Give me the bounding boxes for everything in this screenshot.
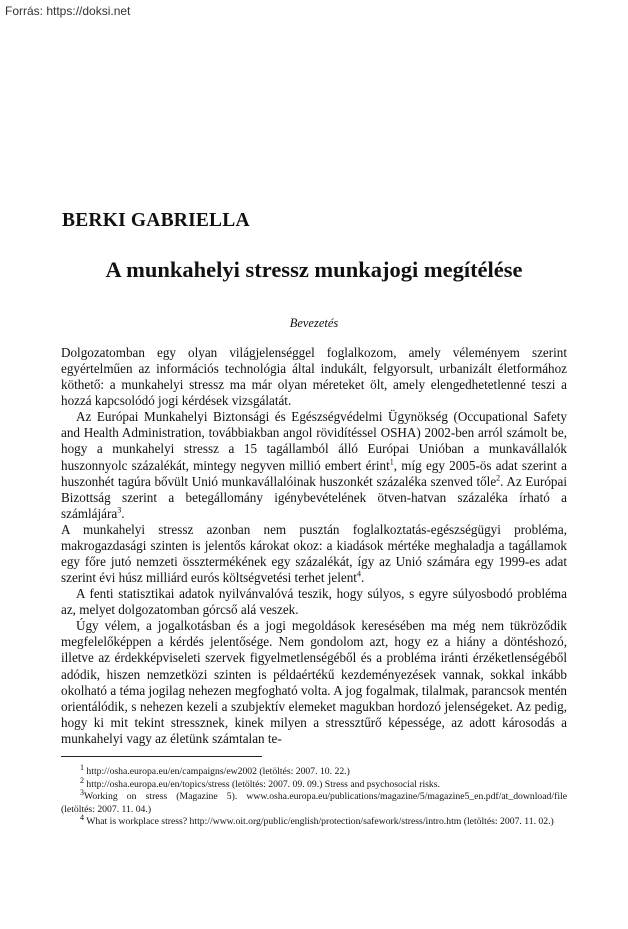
footnote-number: 1 — [80, 762, 84, 772]
page-title: A munkahelyi stressz munkajogi megítélése — [105, 257, 523, 282]
paragraph — [61, 522, 567, 586]
paragraph-text: Az Európai Munkahelyi Biztonsági és Egészségvédelmi Ügynökség (Occupational Safety and Health Administration, továbbiakban angol rövidítéssel OSHA) 2002-ben arról számolt be, hogy a munkahelyi stressz a 15 tagállamból álló Európai Unióban a munkavállalók huszonnyolc százalékát, mintegy negyven millió embert érint — [61, 409, 567, 473]
footnote-text[interactable]: http://osha.europa.eu/en/topics/stress (letöltés: 2007. 09. 09.) Stress and psychosocial risks. — [86, 778, 440, 790]
paragraph — [61, 586, 567, 618]
paragraph-text: . Az Európai Bizottság szerint a betegállomány igénybevételének ötven-hatvan százaléka írható a számlájára — [61, 473, 567, 521]
footnote-ref[interactable]: 3 — [117, 505, 122, 515]
footnote-number: 3 — [80, 787, 84, 797]
paragraph-text: . — [121, 505, 125, 521]
paragraph-text: , míg egy 2005-ös adat szerint a huszonhét tagúra bővült Unió munkavállalóinak huszonkét százaléka szenved tőle — [61, 457, 567, 489]
footnote-ref[interactable]: 1 — [389, 457, 394, 467]
paragraph-text: Úgy vélem, a jogalkotásban és a jogi megoldások keresésében ma még nem tükröződik megfelelőképpen a kérdés jelentősége. Nem gondolom azt, hogy ez a hiány a döntéshozó, illetve az érdekképviseleti szervek figyelmetlenségéből és a probléma iránti érzéketlenségéből adódik, hiszen nemzetközi szinten is példaértékű kezdeményezések vannak, sokkal inkább okolható a téma jogilag nehezen megfogható volta. A jog fogalmak, tilalmak, parancsok mentén orientálódik, s nehezen kezeli a szubjektív elemeket magukban hordozó jelenségeket. Az pedig, hogy ki mit tekint stressznek, kinek milyen a stressztűrő képessége, az adott károsodás a munkahelyi vagy az életünk számtalan te- — [61, 618, 567, 746]
paragraph-text: A munkahelyi stressz azonban nem pusztán foglalkoztatás-egészségügyi probléma, makrogazdasági szinten is jelentős károkat okoz: a kiadások mértéke meghaladja a tagállamok egy főre jutó nemzeti össztermékének egy százalékát, így az Unió számára egy 1999-es adat szerint évi húsz milliárd eurós költségvetési terhet jelent — [61, 521, 567, 586]
footnote-text[interactable]: What is workplace stress? http://www.oit.org/public/english/protection/safework/stress/intro.htm (letöltés: 2007. 11. 02.) — [86, 816, 554, 828]
footnote — [61, 762, 567, 779]
section-heading: Bevezetés — [289, 316, 339, 330]
paragraph — [61, 409, 567, 522]
footnote-number: 4 — [80, 813, 84, 823]
footnote-text[interactable]: Working on stress (Magazine 5). www.osha.europa.eu/publications/magazine/5/magazine5_en.pdf/at_download/file (letöltés: 2007. 11. 04.) — [61, 791, 567, 815]
source-label: Forrás: https://doksi.net — [5, 4, 131, 18]
paragraph — [61, 618, 567, 747]
footnote-number: 2 — [80, 775, 84, 785]
footnote — [61, 775, 567, 792]
paragraph — [61, 345, 567, 409]
footnotes — [61, 762, 567, 829]
paragraph-text: A fenti statisztikai adatok nyilvánvalóvá teszik, hogy súlyos, s egyre súlyosbodó probléma az, melyet dolgozatomban górcső alá veszek. — [61, 586, 567, 618]
author-name: BERKI GABRIELLA — [62, 210, 250, 231]
paragraph-text: . — [360, 570, 365, 586]
footnote — [61, 813, 567, 829]
footnote-text[interactable]: http://osha.europa.eu/en/campaigns/ew2002 (letöltés: 2007. 10. 22.) — [86, 766, 350, 777]
paragraph-text: Dolgozatomban egy olyan világjelenséggel foglalkozom, amely véleményem szerint egyértelműen az információs technológia által indukált, felgyorsult, urbanizált életformához köthető: a munkahelyi stressz ma már olyan méreteket ölt, amely elengedhetetlenné teszi a hozzá kapcsolódó jogi kérdések vizsgálatát. — [61, 345, 567, 409]
footnote — [61, 787, 567, 816]
body-text — [61, 345, 567, 747]
footnote-ref[interactable]: 4 — [356, 569, 361, 579]
footnote-divider — [61, 756, 262, 757]
footnote-ref[interactable]: 2 — [496, 473, 501, 483]
